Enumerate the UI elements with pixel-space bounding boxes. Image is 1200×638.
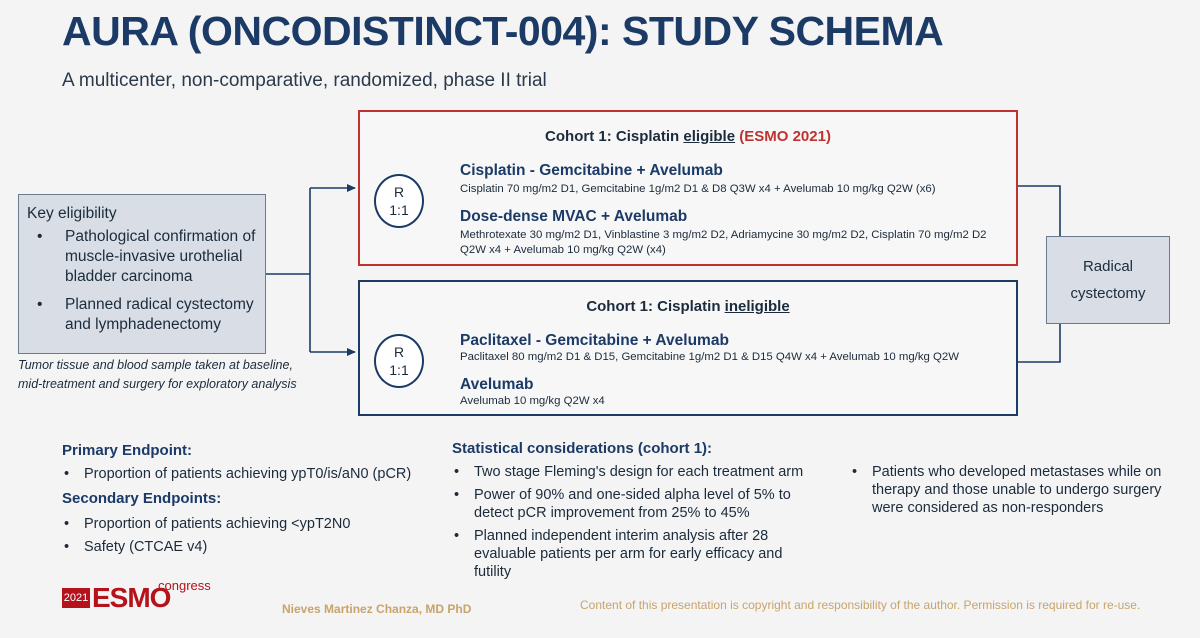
- arm-dose: Methrotexate 30 mg/m2 D1, Vinblastine 3 mg/m2 D2, Adriamycine 30 mg/m2 D2, Cisplatin 70 mg/m2 D2 Q2W x4 + Avelumab 10 mg/kg Q2W (x4): [460, 229, 987, 256]
- cohort1-title-prefix: Cohort 1: Cisplatin: [545, 128, 684, 145]
- logo-suffix: congress: [158, 578, 211, 593]
- non-responder-note: • Patients who developed metastases while on therapy and those unable to undergo surgery were considered as non-responders: [850, 463, 1180, 517]
- secondary-endpoint-item: • Proportion of patients achieving <ypT2N0: [62, 515, 442, 533]
- cohort1-title-esmo: (ESMO 2021): [739, 128, 831, 145]
- slide-subtitle: A multicenter, non-comparative, randomized, phase II trial: [62, 70, 547, 91]
- cohort1-title: [360, 128, 1016, 145]
- eligibility-heading: Key eligibility: [27, 205, 117, 222]
- cohort2-box: [358, 280, 1018, 416]
- outcome-line1: Radical: [1082, 258, 1133, 275]
- radical-cystectomy-box: [1046, 236, 1170, 324]
- arm-dose: Avelumab 10 mg/kg Q2W x4: [460, 395, 605, 407]
- primary-endpoint-list: [62, 465, 442, 488]
- tissue-sample-note: Tumor tissue and blood sample taken at baseline, mid-treatment and surgery for exploratory analysis: [18, 358, 297, 391]
- statistics-item: • Power of 90% and one-sided alpha level of 5% to detect pCR improvement from 25% to 45%: [452, 486, 822, 522]
- randomization-circle: [374, 174, 424, 228]
- arm-dose: Paclitaxel 80 mg/m2 D1 & D15, Gemcitabine 1g/m2 D1 & D15 Q4W x4 + Avelumab 10 mg/kg Q2W: [460, 351, 959, 363]
- secondary-endpoints-heading: Secondary Endpoints:: [62, 490, 222, 507]
- cohort2-title: [360, 298, 1016, 315]
- eligibility-item: • Pathological confirmation of muscle-invasive urothelial bladder carcinoma: [27, 227, 257, 287]
- randomization-ratio: 1:1: [389, 202, 409, 218]
- non-responder-note-list: [850, 463, 1180, 522]
- statistics-list: [452, 463, 822, 586]
- eligibility-box: [18, 194, 266, 354]
- arm-dose: Cisplatin 70 mg/m2 D1, Gemcitabine 1g/m2 D1 & D8 Q3W x4 + Avelumab 10 mg/kg Q2W (x6): [460, 183, 936, 195]
- cohort2-title-ineligible: ineligible: [724, 298, 790, 315]
- cohort1-to-surgery: [1018, 186, 1060, 236]
- secondary-endpoint-item: • Safety (CTCAE v4): [62, 538, 442, 556]
- statistics-item: • Two stage Fleming's design for each treatment arm: [452, 463, 822, 481]
- esmo-congress-logo: [62, 578, 222, 618]
- arm-name: Avelumab: [460, 376, 534, 393]
- cohort2-to-surgery: [1018, 324, 1060, 362]
- randomization-circle: [374, 334, 424, 388]
- copyright-notice: Content of this presentation is copyright and responsibility of the author. Permission is required for re-use.: [580, 598, 1141, 612]
- slide-title: AURA (ONCODISTINCT-004): STUDY SCHEMA: [62, 8, 944, 54]
- cohort1-title-eligible: eligible: [683, 128, 736, 145]
- statistics-item: • Planned independent interim analysis after 28 evaluable patients per arm for early efficacy and futility: [452, 527, 822, 581]
- arm-name: Paclitaxel - Gemcitabine + Avelumab: [460, 332, 729, 349]
- randomization-label: R: [393, 344, 405, 360]
- arm-name: Dose-dense MVAC + Avelumab: [460, 208, 688, 225]
- outcome-line2: cystectomy: [1070, 285, 1146, 302]
- primary-endpoint-item: • Proportion of patients achieving ypT0/is/aN0 (pCR): [62, 465, 442, 483]
- randomization-label: R: [393, 184, 405, 200]
- eligibility-list: [27, 227, 257, 335]
- cohort2-title-prefix: Cohort 1: Cisplatin: [586, 298, 725, 315]
- primary-endpoint-heading: Primary Endpoint:: [62, 442, 193, 459]
- arm-name: Cisplatin - Gemcitabine + Avelumab: [460, 162, 723, 179]
- logo-year: 2021: [62, 588, 90, 608]
- randomization-ratio: 1:1: [389, 362, 409, 378]
- cohort1-box: [358, 110, 1018, 266]
- presenter-name: Nieves Martinez Chanza, MD PhD: [282, 602, 472, 616]
- logo-brand: ESMO: [92, 582, 171, 613]
- statistics-heading: Statistical considerations (cohort 1):: [452, 440, 713, 457]
- eligibility-item: • Planned radical cystectomy and lymphadenectomy: [27, 295, 257, 335]
- secondary-endpoints-list: [62, 515, 442, 561]
